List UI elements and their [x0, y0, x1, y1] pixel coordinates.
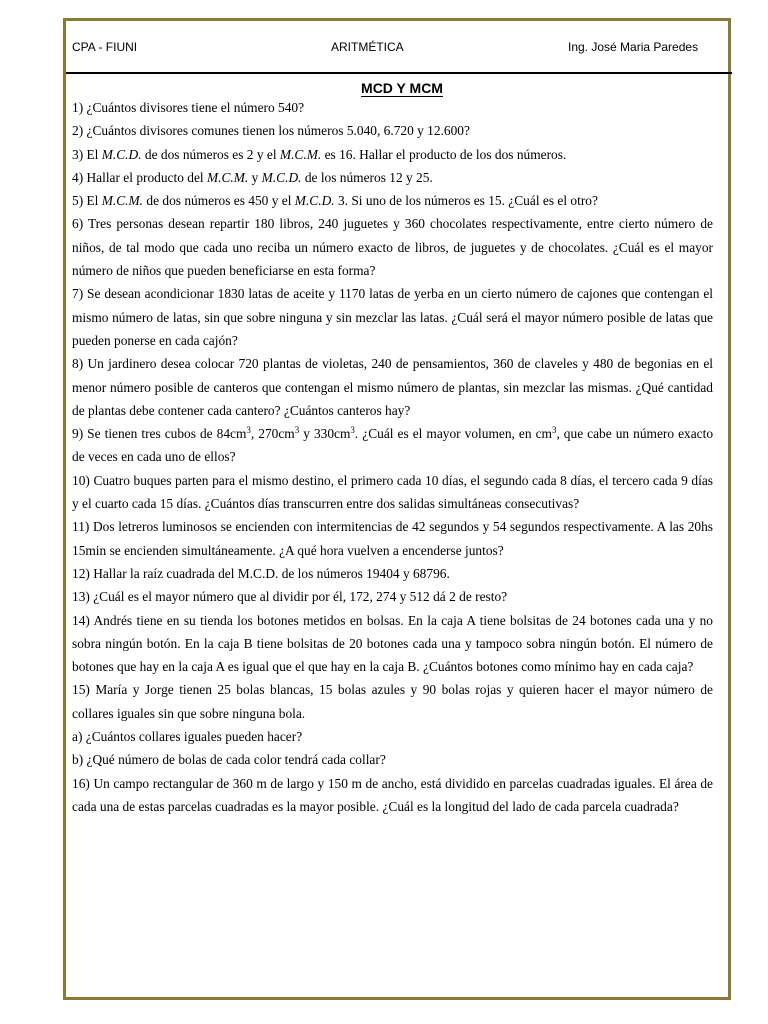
- header-subject: ARITMÉTICA: [331, 40, 404, 54]
- header-rule: [66, 72, 732, 74]
- exercise-16: 16) Un campo rectangular de 360 m de largo y 150 m de ancho, está dividido en parcelas cuadradas iguales. El área de cada una de estas parcelas cuadradas es la mayor posible. ¿Cuál es la longitud del lado de cada parcela cuadrada?: [72, 775, 713, 814]
- page-title: [0, 80, 768, 97]
- exercise-12: 12) Hallar la raíz cuadrada del M.C.D. de los números 19404 y 68796.: [72, 565, 450, 581]
- title-text: MCD Y MCM: [361, 80, 443, 96]
- exercise-3: 3) El M.C.D. de dos números es 2 y el M.C.M. es 16. Hallar el producto de los dos números.: [72, 146, 567, 162]
- exercise-4: 4) Hallar el producto del M.C.M. y M.C.D. de los números 12 y 25.: [72, 169, 433, 185]
- exercise-1: 1) ¿Cuántos divisores tiene el número 540?: [72, 100, 305, 115]
- header-author: Ing. José Maria Paredes: [568, 40, 699, 54]
- header-institution: CPA - FIUNI: [72, 40, 138, 54]
- exercise-11: 11) Dos letreros luminosos se encienden con intermitencias de 42 segundos y 54 segundos respectivamente. A las 20hs 15min se encienden simultáneamente. ¿A qué hora vuelven a encenderse juntos?: [72, 519, 713, 558]
- exercise-5: 5) El M.C.M. de dos números es 450 y el M.C.D. 3. Si uno de los números es 15. ¿Cuál es el otro?: [72, 193, 598, 209]
- exercise-7: 7) Se desean acondicionar 1830 latas de aceite y 1170 latas de yerba en un cierto número de cajones que contengan el mismo número de latas, sin que sobre ninguna y sin mezclar las latas. ¿Cuál será el mayor número posible de latas que pueden ponerse en cada cajón?: [72, 286, 713, 348]
- exercise-8: 8) Un jardinero desea colocar 720 plantas de violetas, 240 de pensamientos, 360 de claveles y 480 de begonias en el menor número posible de canteros que contengan el mismo número de plantas, sin mezclar las mismas. ¿Qué cantidad de plantas debe contener cada cantero? ¿Cuántos canteros hay?: [72, 356, 713, 418]
- page-header: [72, 40, 722, 60]
- exercise-15a: a) ¿Cuántos collares iguales pueden hacer?: [72, 729, 303, 745]
- exercise-15: 15) María y Jorge tienen 25 bolas blancas, 15 bolas azules y 90 bolas rojas y quieren hacer el mayor número de collares iguales sin que sobre ninguna bola.: [72, 682, 713, 721]
- exercise-6: 6) Tres personas desean repartir 180 libros, 240 juguetes y 360 chocolates respectivamente, entre cierto número de niños, de tal modo que cada uno reciba un número exacto de libros, de juguetes y de chocolates. ¿Cuál es el mayor número de niños que pueden beneficiarse en esta forma?: [72, 216, 713, 279]
- exercise-2: 2) ¿Cuántos divisores comunes tienen los números 5.040, 6.720 y 12.600?: [72, 123, 470, 139]
- exercise-9: 9) Se tienen tres cubos de $84cm^3$, $270cm^3$ y $330cm^3$. ¿Cuál es el mayor volumen, en $cm^3$, que cabe un número exacto de veces en cada uno de ellos?: [72, 425, 714, 465]
- exercise-14: 14) Andrés tiene en su tienda los botones metidos en bolsas. En la caja A tiene bolsitas de 24 botones cada una y no sobra ningún botón. En la caja B tiene bolsitas de 20 botones cada una y tampoco sobra ningún botón. El número de botones que hay en la caja A es igual que el que hay en la caja B. ¿Cuántos botones como mínimo hay en cada caja?: [72, 612, 713, 675]
- exercise-10: 10) Cuatro buques parten para el mismo destino, el primero cada 10 días, el segundo cada 8 días, el tercero cada 9 días y el cuarto cada 15 días. ¿Cuántos días transcurren entre dos salidas simultáneas consecutivas?: [72, 472, 713, 512]
- exercise-13: 13) ¿Cuál es el mayor número que al dividir por él, 172, 274 y 512 dá 2 de resto?: [72, 589, 508, 605]
- exercise-15b: b) ¿Qué número de bolas de cada color tendrá cada collar?: [72, 752, 386, 768]
- exercise-list: [72, 96, 713, 818]
